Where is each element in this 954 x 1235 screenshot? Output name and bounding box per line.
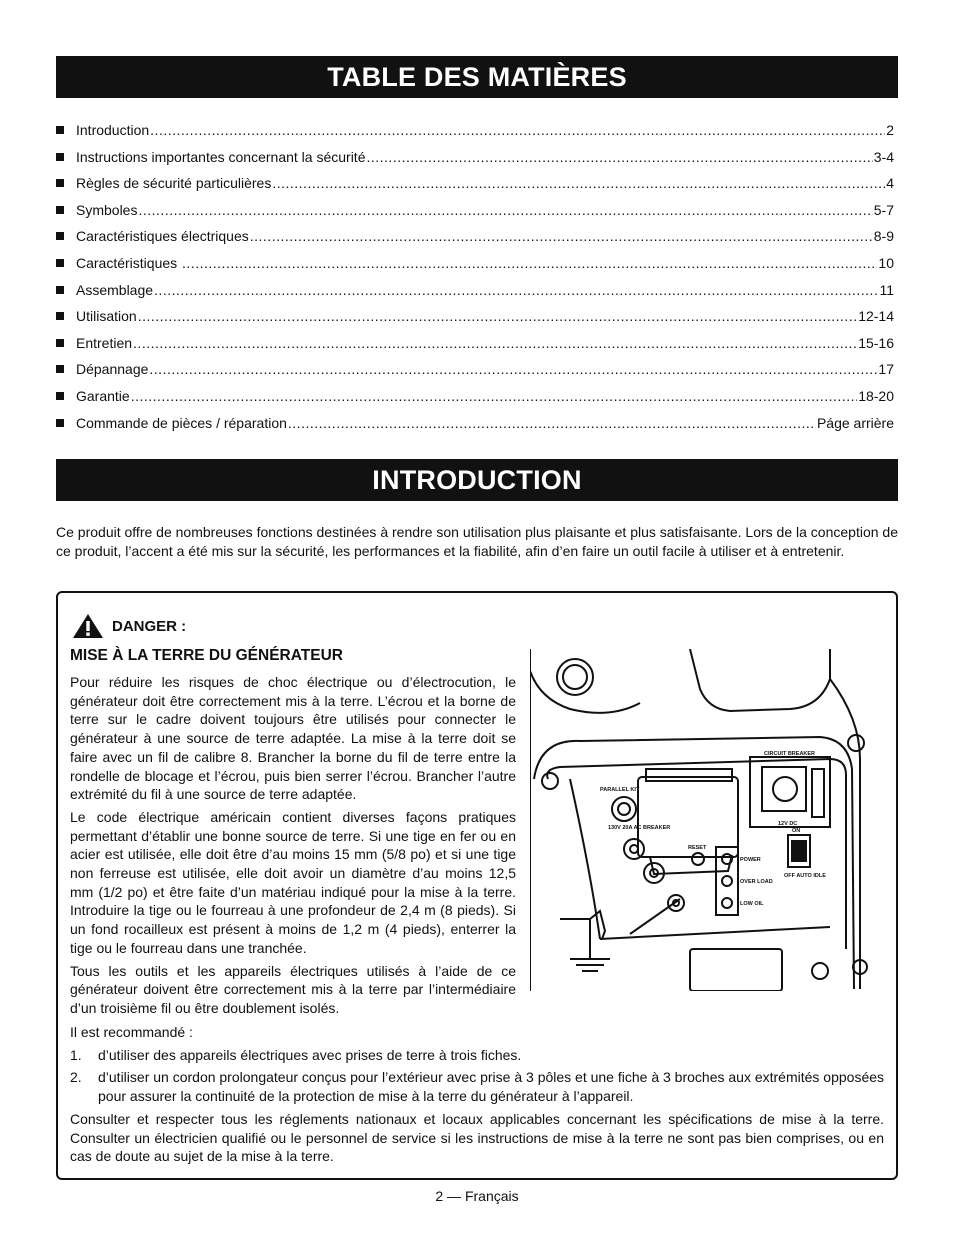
bullet-square-icon — [56, 153, 64, 161]
toc-item[interactable] — [56, 415, 894, 442]
toc-item-page: 3-4 — [873, 148, 894, 165]
toc-dot-leader — [250, 228, 873, 244]
toc-item[interactable] — [56, 388, 894, 415]
toc-item[interactable] — [56, 175, 894, 202]
page-footer: 2 — Français — [435, 1188, 519, 1204]
toc-dot-leader — [154, 282, 878, 298]
intro-paragraph: Ce produit offre de nombreuses fonctions destinées à rendre son utilisation plus plaisante et plus satisfaisante. Lors de la conception de ce produit, l’accent a été mis sur la sécurité, les performances et la fiabilité, afin d’en faire un outil facile à utiliser et à entretenir. — [56, 524, 898, 559]
toc-item-page: 17 — [878, 361, 894, 378]
figure-parallel-kit-label: PARALLEL KIT — [600, 787, 640, 793]
bullet-square-icon — [56, 232, 64, 240]
danger-label: DANGER : — [112, 617, 187, 635]
danger-paragraph: Consulter et respecter tous les réglements nationaux et locaux applicables concernant les spécifications de mise à la terre. Consulter un électricien qualifié ou le personnel de service si les instructions de mise à la terre ne sont pas bien comprises, ou en cas de doute au sujet de la mise à la terre. — [70, 1110, 884, 1165]
toc-item[interactable] — [56, 335, 894, 362]
generator-grounding-illustration — [530, 649, 884, 991]
bullet-square-icon — [56, 392, 64, 400]
list-item — [70, 1068, 884, 1105]
danger-paragraph: Tous les outils et les appareils électriques utilisés à l’aide de ce générateur doivent être correctement mis à la terre par l’intermédiaire d’un troisième fil ou être doublement isolés. — [70, 962, 516, 1016]
list-item-text: d’utiliser un cordon prolongateur conçus pour l’extérieur avec prise à 3 pôles et une fiche à 3 broches aux extrémités opposées pour assurer la continuité de la protection de mise à la terre du générateur à l’appareil. — [98, 1069, 885, 1105]
toc-title: TABLE DES MATIÈRES — [56, 56, 898, 98]
figure-power-label: POWER — [740, 857, 761, 863]
toc-item-page: 4 — [886, 175, 894, 192]
toc-item-label: Garantie — [76, 387, 130, 404]
toc-list — [56, 122, 894, 441]
toc-item-page: 8-9 — [873, 228, 894, 245]
toc-item-label: Symboles — [76, 201, 138, 218]
bullet-square-icon — [56, 259, 64, 267]
toc-dot-leader — [133, 335, 857, 351]
figure-reset-label: RESET — [688, 845, 707, 851]
danger-text-column — [70, 673, 516, 1022]
figure-circuit-breaker-label: CIRCUIT BREAKER — [764, 751, 816, 757]
toc-item[interactable] — [56, 255, 894, 282]
danger-paragraph: Le code électrique américain contient diverses façons pratiques permettant d’établir une bonne source de terre. Si une tige en fer ou en acier est utilisée, elle doit être d’au moins 15 mm (5/8 po) et si une tige non ferreuse est utilisée, elle doit avoir un diamètre d’au moins 12,5 mm (1/2 po) et être faite d’un matériau indiqué pour la mise à la terre. Introduire la tige ou le fourreau à une profondeur de 2,4 m (8 pieds). Si un fond rocailleux est présent à moins de 1,2 m (4 pieds), enterrer la tige ou le fourreau dans une tranchée. — [70, 808, 516, 956]
danger-heading — [72, 613, 186, 639]
bullet-square-icon — [56, 286, 64, 294]
list-item-text: d’utiliser des appareils électriques avec prises de terre à trois fiches. — [98, 1046, 522, 1063]
danger-text-full — [70, 1023, 884, 1170]
toc-item[interactable] — [56, 149, 894, 176]
toc-item-label: Caractéristiques électriques — [76, 228, 249, 245]
toc-item-label: Instructions importantes concernant la sécurité — [76, 148, 366, 165]
toc-item-page: 5-7 — [873, 201, 894, 218]
figure-off-label: OFF AUTO IDLE — [784, 873, 826, 879]
bullet-square-icon — [56, 419, 64, 427]
toc-item[interactable] — [56, 361, 894, 388]
toc-item[interactable] — [56, 228, 894, 255]
bullet-square-icon — [56, 365, 64, 373]
toc-item-label: Assemblage — [76, 281, 154, 298]
toc-dot-leader — [182, 255, 877, 271]
toc-item[interactable] — [56, 202, 894, 229]
bullet-square-icon — [56, 126, 64, 134]
list-item-number: 2. — [70, 1069, 82, 1086]
bullet-square-icon — [56, 339, 64, 347]
warning-icon — [72, 613, 104, 639]
toc-item[interactable] — [56, 122, 894, 149]
figure-low-oil-label: LOW OIL — [740, 901, 764, 907]
danger-box — [56, 591, 898, 1180]
recommendation-list — [70, 1046, 884, 1106]
toc-item-label: Introduction — [76, 122, 150, 138]
bullet-square-icon — [56, 179, 64, 187]
toc-dot-leader — [150, 122, 885, 138]
danger-paragraph: Pour réduire les risques de choc électrique ou d’électrocution, le générateur doit être correctement mis à la terre. L’écrou et la borne de terre sur le cadre doivent toujours être utilisés pour connecter le générateur à une source de terre adaptée. La mise à la terre doit se faire avec un fil de calibre 8. Brancher la borne du fil de terre entre la rondelle de blocage et l’écrou, puis bien serrer l’écrou. Brancher l’autre extrémité du fil à une source de terre adaptée. — [70, 674, 516, 803]
toc-item-label: Dépannage — [76, 361, 149, 378]
toc-item-label: Commande de pièces / réparation — [76, 414, 287, 431]
bullet-square-icon — [56, 206, 64, 214]
toc-item-label: Règles de sécurité particulières — [76, 175, 272, 192]
danger-subtitle: MISE À LA TERRE DU GÉNÉRATEUR — [70, 647, 343, 664]
toc-item-page: 18-20 — [858, 387, 894, 404]
toc-item-page: 11 — [879, 281, 894, 298]
toc-item-label: Entretien — [76, 334, 133, 351]
toc-item-page: 12-14 — [858, 308, 894, 325]
toc-dot-leader — [149, 361, 877, 377]
bullet-square-icon — [56, 312, 64, 320]
toc-dot-leader — [131, 388, 857, 404]
figure-overload-label: OVER LOAD — [740, 879, 773, 885]
danger-paragraph: Il est recommandé : — [70, 1024, 193, 1040]
toc-item-label: Caractéristiques — [76, 254, 182, 271]
toc-dot-leader — [366, 149, 872, 165]
toc-dot-leader — [288, 415, 816, 431]
toc-dot-leader — [138, 202, 872, 218]
figure-dc-label: 12V DC — [778, 821, 798, 827]
toc-item[interactable] — [56, 282, 894, 309]
toc-item-page: 15-16 — [858, 334, 894, 351]
list-item — [70, 1046, 884, 1065]
list-item-number: 1. — [70, 1046, 82, 1063]
toc-item-page: 10 — [878, 254, 894, 271]
toc-dot-leader — [272, 175, 885, 191]
intro-title: INTRODUCTION — [56, 459, 898, 501]
toc-item-page: Páge arrière — [816, 414, 894, 431]
toc-item[interactable] — [56, 308, 894, 335]
figure-breaker-rating-label: 130V 20A AC BREAKER — [608, 825, 671, 831]
toc-item-label: Utilisation — [76, 308, 137, 325]
toc-dot-leader — [138, 308, 857, 324]
figure-on-label: ON — [792, 828, 801, 834]
toc-item-page: 2 — [886, 122, 894, 138]
